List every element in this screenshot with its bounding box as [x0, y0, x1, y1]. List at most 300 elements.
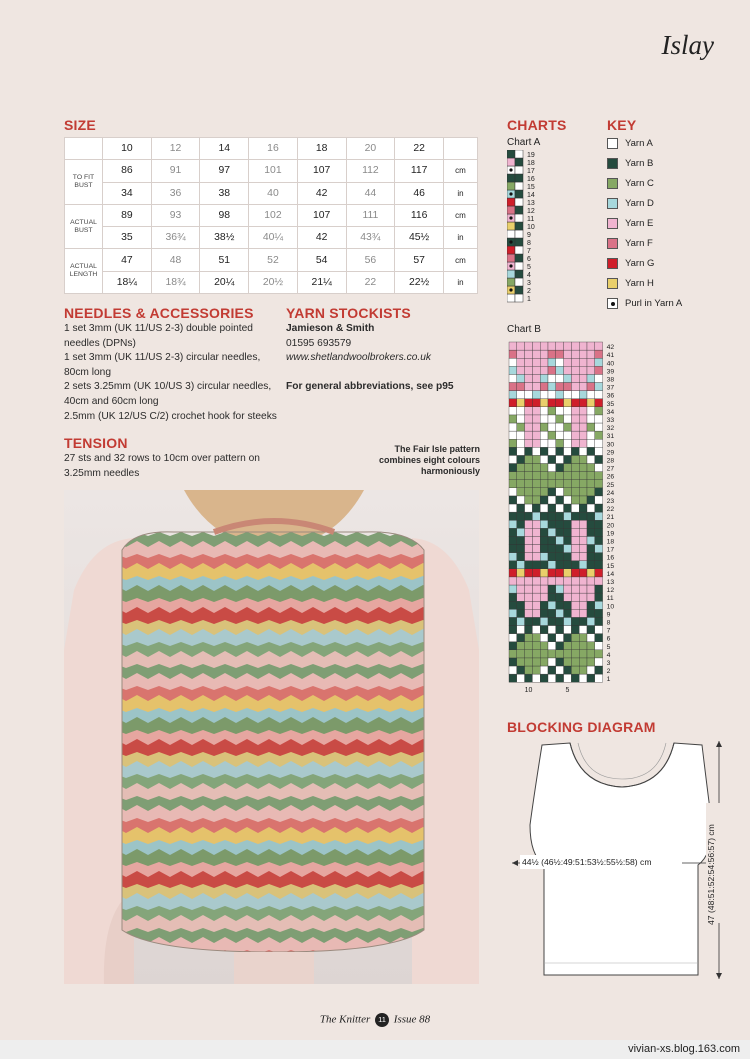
chart-b-cell [517, 666, 525, 674]
chart-b-cell [595, 528, 603, 536]
chart-b-cell [587, 480, 595, 488]
chart-b-cell [595, 626, 603, 634]
chart-a-cell [515, 166, 523, 174]
chart-b-row-number: 10 [606, 603, 615, 611]
chart-b-cell [525, 593, 533, 601]
chart-b-cell [532, 480, 540, 488]
chart-a-cell [507, 174, 515, 182]
vest-photo [64, 490, 479, 984]
chart-b-cell [532, 626, 540, 634]
chart-b-cell [525, 617, 533, 625]
chart-b-cell [532, 439, 540, 447]
chart-b-cell [571, 593, 579, 601]
chart-b-cell [564, 617, 572, 625]
chart-b-cell [556, 545, 564, 553]
chart-a-cell [507, 230, 515, 238]
chart-b-cell [556, 415, 564, 423]
chart-b-cell [509, 447, 517, 455]
chart-b-cell [540, 391, 548, 399]
chart-b-cell [532, 358, 540, 366]
chart-a-cell [507, 278, 515, 286]
chart-b-cell [571, 439, 579, 447]
chart-b-cell [509, 439, 517, 447]
chart-b-cell [525, 634, 533, 642]
blocking-heading: BLOCKING DIAGRAM [507, 719, 656, 735]
chart-b-cell [571, 674, 579, 682]
footer-magazine: The Knitter [319, 1013, 371, 1026]
chart-b-cell [556, 407, 564, 415]
size-unit: cm [444, 160, 478, 182]
tension-line: 3.25mm needles [64, 467, 140, 479]
size-row [65, 204, 478, 226]
key-item-label: Yarn H [625, 277, 654, 289]
chart-b-cell [548, 520, 556, 528]
size-cell: 107 [297, 204, 346, 226]
needles-line: 40cm and 60cm long [64, 395, 159, 407]
chart-b-cell [517, 536, 525, 544]
chart-a-row-number: 16 [527, 176, 535, 183]
chart-b-cell [509, 561, 517, 569]
chart-b-cell [548, 642, 556, 650]
chart-b-cell [587, 423, 595, 431]
chart-b-cell [579, 601, 587, 609]
chart-b-cell [587, 520, 595, 528]
chart-a-cell [507, 246, 515, 254]
chart-b-cell [564, 634, 572, 642]
chart-b-row-number: 11 [606, 595, 614, 603]
chart-b-cell [556, 569, 564, 577]
chart-b-cell [595, 617, 603, 625]
chart-b-cell [532, 496, 540, 504]
chart-b-cell [548, 585, 556, 593]
yarn-swatch-icon [607, 238, 618, 249]
chart-b-cell [525, 512, 533, 520]
stockists-block [286, 322, 486, 394]
chart-b-cell [509, 366, 517, 374]
chart-b-cell [525, 545, 533, 553]
chart-b-cell [517, 342, 525, 350]
chart-b-cell [532, 423, 540, 431]
chart-b-cell [532, 634, 540, 642]
chart-b-cell [517, 593, 525, 601]
size-cell: 18¼ [103, 271, 152, 293]
chart-b-row-number: 22 [606, 506, 615, 514]
stockists-heading: YARN STOCKISTS [286, 305, 411, 321]
purl-dot-icon [509, 264, 512, 267]
chart-b-cell [509, 520, 517, 528]
chart-b-cell [517, 488, 525, 496]
size-row-label: ACTUAL LENGTH [65, 249, 103, 294]
chart-b-cell [540, 366, 548, 374]
chart-b-cell [595, 536, 603, 544]
chart-a-cell [507, 222, 515, 230]
size-cell: 48 [151, 249, 200, 271]
chart-b-cell [509, 391, 517, 399]
chart-b-cell [564, 536, 572, 544]
chart-b-cell [571, 423, 579, 431]
chart-b-cell [517, 472, 525, 480]
chart-b-cell [564, 415, 572, 423]
chart-b-row-number: 18 [606, 538, 615, 546]
chart-b-cell [579, 577, 587, 585]
size-cell: 16 [249, 138, 298, 160]
chart-b-cell [532, 642, 540, 650]
key-item [607, 293, 737, 313]
size-cell: 102 [249, 204, 298, 226]
size-cell: 18¾ [151, 271, 200, 293]
chart-b-cell [587, 374, 595, 382]
chart-b-cell [532, 520, 540, 528]
chart-b-cell [571, 585, 579, 593]
chart-b-cell [540, 520, 548, 528]
chart-b-cell [509, 593, 517, 601]
chart-b-cell [571, 504, 579, 512]
chart-b-cell [548, 480, 556, 488]
chart-b-cell [556, 577, 564, 585]
chart-b-cell [556, 391, 564, 399]
chart-b-row-number: 13 [606, 579, 615, 586]
page-title: Islay [661, 30, 714, 60]
size-cell: 93 [151, 204, 200, 226]
chart-b-cell [587, 536, 595, 544]
chart-b-cell [525, 447, 533, 455]
chart-b-cell [509, 650, 517, 658]
chart-b-row-number: 17 [606, 546, 615, 554]
stockist-website[interactable]: www.shetlandwoolbrokers.co.uk [286, 352, 431, 364]
stockist-name: Jamieson & Smith [286, 323, 375, 334]
size-cell: 22 [346, 271, 395, 293]
needles-line: 1 set 3mm (UK 11/US 2-3) double pointed [64, 323, 253, 334]
chart-b-cell [595, 439, 603, 447]
chart-b-cell [595, 496, 603, 504]
chart-b-cell [571, 545, 579, 553]
caption-line: The Fair Isle pattern [394, 444, 480, 454]
chart-b-cell [595, 342, 603, 350]
chart-b-cell [548, 415, 556, 423]
chart-b-cell [525, 601, 533, 609]
size-cell: 18 [297, 138, 346, 160]
chart-b-cell [509, 601, 517, 609]
size-cell: 42 [297, 227, 346, 249]
chart-b-cell [509, 666, 517, 674]
chart-b-cell [517, 480, 525, 488]
chart-a-row-number: 17 [527, 168, 535, 175]
chart-b-row-number: 6 [606, 635, 611, 643]
chart-b-cell [579, 609, 587, 617]
size-row [65, 271, 478, 293]
chart-b-cell [564, 561, 572, 569]
chart-b-cell [548, 464, 556, 472]
chart-b-cell [517, 447, 525, 455]
chart-b-cell [587, 545, 595, 553]
chart-b-cell [587, 447, 595, 455]
needles-line: needles (DPNs) [64, 337, 136, 349]
chart-b-cell [579, 593, 587, 601]
size-unit: cm [444, 249, 478, 271]
chart-b-cell [595, 447, 603, 455]
chart-b-cell [540, 666, 548, 674]
chart-b-cell [564, 391, 572, 399]
chart-b-cell [595, 383, 603, 391]
chart-b-cell [525, 561, 533, 569]
chart-b-cell [579, 553, 587, 561]
chart-b-cell [564, 423, 572, 431]
size-cell: 34 [103, 182, 152, 204]
chart-b-cell [517, 431, 525, 439]
watermark: vivian-xs.blog.163.com [628, 1043, 740, 1055]
chart-b-cell [532, 658, 540, 666]
chart-b-cell [595, 585, 603, 593]
chart-b-cell [540, 674, 548, 682]
chart-b-cell [595, 593, 603, 601]
tension-line: 27 sts and 32 rows to 10cm over pattern on [64, 453, 260, 464]
chart-b-cell [525, 536, 533, 544]
chart-b-cell [509, 553, 517, 561]
chart-b-row-number: 29 [606, 449, 615, 457]
chart-b-cell [517, 553, 525, 561]
caption-line: harmoniously [420, 466, 480, 476]
chart-b-cell [564, 358, 572, 366]
chart-b-cell [571, 626, 579, 634]
chart-b-cell [525, 455, 533, 463]
chart-b-cell [595, 634, 603, 642]
size-cell: 46 [395, 182, 444, 204]
chart-b-cell [571, 601, 579, 609]
size-cell: 40 [249, 182, 298, 204]
purl-dot-icon [509, 192, 512, 195]
chart-b-row-number: 25 [606, 481, 615, 489]
chart-b-cell [509, 528, 517, 536]
chart-b-cell [517, 374, 525, 382]
chart-b-cell [548, 399, 556, 407]
size-cell: 89 [103, 204, 152, 226]
size-cell: 38½ [200, 227, 249, 249]
chart-b-cell [548, 496, 556, 504]
key-item-label: Yarn E [625, 217, 654, 229]
chart-b-cell [540, 464, 548, 472]
chart-b-row-number: 42 [606, 344, 615, 352]
chart-b-cell [540, 561, 548, 569]
size-cell: 117 [395, 160, 444, 182]
size-heading: SIZE [64, 117, 96, 133]
chart-b-cell [509, 674, 517, 682]
chart-b-cell [587, 650, 595, 658]
chart-b-cell [571, 642, 579, 650]
chart-b-cell [540, 480, 548, 488]
chart-b-cell [509, 617, 517, 625]
chart-b-cell [587, 464, 595, 472]
chart-a-row-number: 8 [527, 240, 531, 247]
blocking-diagram [500, 735, 740, 1005]
chart-b-cell [532, 464, 540, 472]
chart-b-cell [548, 674, 556, 682]
tension-text [64, 452, 294, 481]
chart-b-cell [532, 601, 540, 609]
chart-b-cell [548, 488, 556, 496]
chart-b-cell [595, 480, 603, 488]
size-cell: 45½ [395, 227, 444, 249]
chart-b-cell [540, 617, 548, 625]
chart-b-cell [571, 658, 579, 666]
chart-b-cell [564, 399, 572, 407]
chart-b-cell [564, 455, 572, 463]
chart-b-cell [556, 431, 564, 439]
chart-a-cell [507, 254, 515, 262]
chart-b-cell [548, 350, 556, 358]
chart-b-cell [509, 496, 517, 504]
size-cell: 14 [200, 138, 249, 160]
chart-b-row-number: 2 [606, 668, 611, 676]
chart-b-cell [587, 407, 595, 415]
size-cell: 47 [103, 249, 152, 271]
chart-b-cell [517, 561, 525, 569]
chart-b-cell [579, 569, 587, 577]
chart-b-cell [540, 496, 548, 504]
chart-b-cell [595, 553, 603, 561]
chart-b-cell [564, 374, 572, 382]
chart-b-cell [564, 545, 572, 553]
chart-b-cell [556, 528, 564, 536]
chart-b-cell [587, 577, 595, 585]
chart-b-cell [525, 569, 533, 577]
chart-b-cell [548, 593, 556, 601]
chart-b-cell [548, 601, 556, 609]
chart-b-cell [540, 455, 548, 463]
chart-b-cell [548, 561, 556, 569]
chart-b-cell [579, 634, 587, 642]
chart-b-cell [532, 399, 540, 407]
size-cell: 112 [346, 160, 395, 182]
chart-b-row-number: 19 [606, 530, 615, 538]
chart-b-cell [532, 561, 540, 569]
chart-b-cell [540, 399, 548, 407]
size-cell: 22 [395, 138, 444, 160]
chart-b-cell [532, 593, 540, 601]
chart-b-cell [548, 407, 556, 415]
chart-b-cell [564, 626, 572, 634]
chart-a-cell [507, 270, 515, 278]
chart-b-cell [548, 609, 556, 617]
chart-a-cell [515, 198, 523, 206]
size-cell: 86 [103, 160, 152, 182]
chart-b-cell [595, 601, 603, 609]
chart-b-cell [517, 455, 525, 463]
chart-b-cell [556, 666, 564, 674]
chart-b-cell [517, 609, 525, 617]
needles-line: 1 set 3mm (UK 11/US 2-3) circular needles, [64, 352, 261, 364]
chart-b-cell [579, 399, 587, 407]
chart-b-cell [548, 650, 556, 658]
chart-b-cell [564, 666, 572, 674]
chart-a-row-number: 9 [527, 232, 531, 239]
chart-b-cell [579, 496, 587, 504]
purl-dot-icon [509, 216, 512, 219]
size-row [65, 160, 478, 182]
chart-b-cell [564, 350, 572, 358]
size-cell: 111 [346, 204, 395, 226]
chart-b-cell [556, 601, 564, 609]
chart-b-cell [556, 464, 564, 472]
chart-b-cell [548, 439, 556, 447]
chart-b-cell [556, 512, 564, 520]
yarn-swatch-icon [607, 138, 618, 149]
chart-b-cell [571, 480, 579, 488]
yarn-swatch-icon [607, 158, 618, 169]
chart-a-row-number: 15 [527, 184, 535, 191]
chart-b-cell [579, 561, 587, 569]
chart-b-cell [509, 350, 517, 358]
chart-b-cell [532, 455, 540, 463]
chart-b-cell [587, 391, 595, 399]
chart-b-cell [571, 666, 579, 674]
chart-b-cell [564, 512, 572, 520]
chart-b-cell [595, 464, 603, 472]
chart-a-cell [515, 278, 523, 286]
abbreviations-note: For general abbreviations, see p95 [286, 380, 454, 392]
chart-b-cell [540, 585, 548, 593]
key-item [607, 273, 737, 293]
chart-b-row-number: 27 [606, 465, 615, 473]
chart-b-cell [587, 634, 595, 642]
chart-b-cell [564, 431, 572, 439]
chart-b-row-number: 9 [606, 611, 611, 619]
yarn-swatch-icon [607, 218, 618, 229]
yarn-swatch-icon [607, 278, 618, 289]
chart-b-cell [564, 642, 572, 650]
chart-b-cell [571, 472, 579, 480]
chart-b-cell [571, 383, 579, 391]
chart-b-cell [571, 577, 579, 585]
chart-b-cell [517, 569, 525, 577]
chart-b-cell [571, 561, 579, 569]
chart-a-cell [515, 246, 523, 254]
chart-b-cell [532, 609, 540, 617]
tension-heading: TENSION [64, 435, 128, 451]
chart-b-cell [548, 528, 556, 536]
chart-b-cell [525, 585, 533, 593]
chart-a-cell [515, 222, 523, 230]
chart-b-row-number: 32 [606, 425, 615, 433]
chart-b-cell [517, 528, 525, 536]
chart-b-cell [564, 658, 572, 666]
chart-b-cell [595, 472, 603, 480]
chart-a-cell [507, 150, 515, 158]
chart-b-cell [556, 585, 564, 593]
chart-b-cell [509, 634, 517, 642]
size-cell: 51 [200, 249, 249, 271]
size-row [65, 182, 478, 204]
chart-b-cell [525, 342, 533, 350]
length-arrow-bottom [716, 973, 722, 979]
size-cell: 12 [151, 138, 200, 160]
chart-b-row-number: 23 [606, 498, 615, 505]
chart-b-cell [517, 496, 525, 504]
chart-b-cell [579, 520, 587, 528]
chart-b-cell [556, 350, 564, 358]
size-row [65, 138, 478, 160]
key-item [607, 213, 737, 233]
yarn-swatch-icon [607, 198, 618, 209]
chart-b-cell [579, 512, 587, 520]
chart-b-cell [540, 488, 548, 496]
chart-b-row-number: 26 [606, 473, 615, 481]
chart-b-row-number: 33 [606, 417, 615, 424]
size-row [65, 227, 478, 249]
chart-b-cell [540, 658, 548, 666]
chart-b-cell [548, 666, 556, 674]
key-item-label: Yarn F [625, 237, 653, 249]
chart-b-cell [509, 374, 517, 382]
